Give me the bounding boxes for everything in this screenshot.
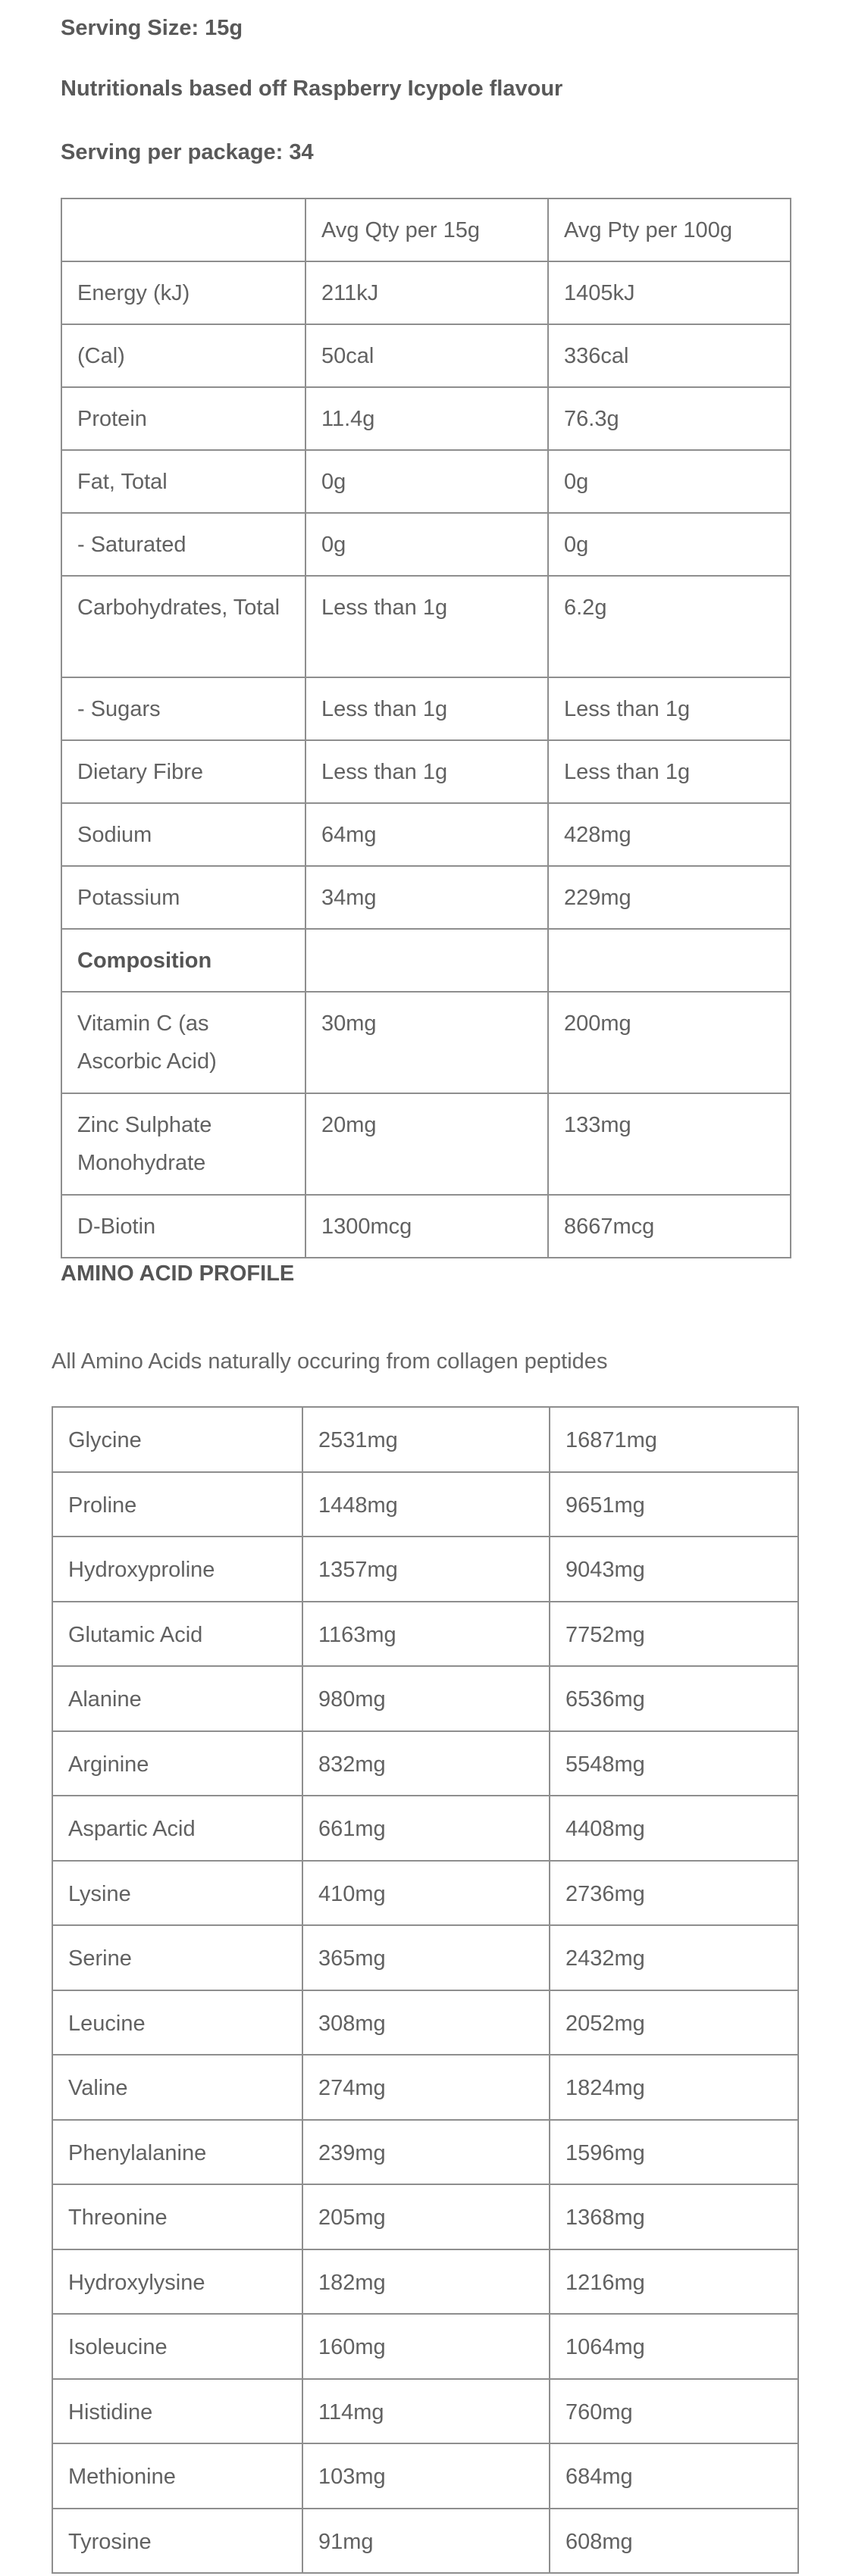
per-100g-value: 2052mg [550,1990,798,2055]
table-row [61,576,791,677]
per-serve-value: 2531mg [302,1407,550,1472]
amino-name: Isoleucine [52,2314,302,2379]
amino-name: Tyrosine [52,2509,302,2574]
per-100g-value: 6.2g [548,576,791,677]
per-serve-value: 160mg [302,2314,550,2379]
per-100g-value: 1596mg [550,2120,798,2185]
nutrient-name: Zinc Sulphate Monohydrate [61,1093,305,1195]
nutrient-name: Dietary Fibre [61,740,305,803]
amino-name: Histidine [52,2379,302,2444]
per-100g-value: 200mg [548,992,791,1093]
per-serve-value: 64mg [305,803,548,866]
per-serve-value: Less than 1g [305,677,548,740]
per-serve-value [305,929,548,992]
table-row [52,1861,798,1926]
per-serve-value: 274mg [302,2055,550,2120]
amino-name: Arginine [52,1731,302,1796]
nutrient-name: D-Biotin [61,1195,305,1258]
per-100g-value: Less than 1g [548,740,791,803]
table-row [52,2249,798,2315]
per-serve-value: 205mg [302,2184,550,2249]
header-cell-blank [61,199,305,261]
per-100g-value: 8667mcg [548,1195,791,1258]
table-row [52,1990,798,2055]
table-row [52,2184,798,2249]
per-100g-value: 4408mg [550,1796,798,1861]
per-serve-value: 11.4g [305,387,548,450]
per-serve-value: 30mg [305,992,548,1093]
composition-row [61,929,791,992]
table-row [61,387,791,450]
per-serve-value: 91mg [302,2509,550,2574]
per-100g-value: 1405kJ [548,261,791,324]
per-100g-value: 1216mg [550,2249,798,2315]
table-row [52,1731,798,1796]
per-serve-value: 211kJ [305,261,548,324]
per-serve-value: 20mg [305,1093,548,1195]
nutrient-name: Energy (kJ) [61,261,305,324]
flavour-note: Nutritionals based off Raspberry Icypole flavour [61,77,563,101]
per-100g-value: 760mg [550,2379,798,2444]
nutrient-name: Fat, Total [61,450,305,513]
amino-name: Hydroxylysine [52,2249,302,2315]
table-row [61,324,791,387]
amino-name: Serine [52,1925,302,1990]
table-row [52,2055,798,2120]
per-serve-value: 410mg [302,1861,550,1926]
per-serve-value: 1448mg [302,1472,550,1537]
per-serve-value: 34mg [305,866,548,929]
nutrient-name: Potassium [61,866,305,929]
per-100g-value: 1064mg [550,2314,798,2379]
header-cell-per-100g: Avg Pty per 100g [548,199,791,261]
per-100g-value: 0g [548,513,791,576]
per-100g-value: Less than 1g [548,677,791,740]
per-serve-value: 832mg [302,1731,550,1796]
serving-size: Serving Size: 15g [61,16,243,40]
table-row [61,261,791,324]
per-100g-value: 684mg [550,2443,798,2509]
per-serve-value: 0g [305,450,548,513]
table-row [52,1796,798,1861]
per-serve-value: 1300mcg [305,1195,548,1258]
nutrient-name: - Saturated [61,513,305,576]
per-serve-value: Less than 1g [305,740,548,803]
amino-name: Methionine [52,2443,302,2509]
per-serve-value: 239mg [302,2120,550,2185]
per-100g-value: 5548mg [550,1731,798,1796]
table-row [61,513,791,576]
amino-acid-table [52,1406,799,2574]
table-row [52,1472,798,1537]
per-serve-value: 0g [305,513,548,576]
per-100g-value: 76.3g [548,387,791,450]
per-100g-value: 6536mg [550,1666,798,1731]
nutrient-name: Carbohydrates, Total [61,576,305,677]
per-serve-value: 50cal [305,324,548,387]
per-serve-value: Less than 1g [305,576,548,677]
amino-name: Threonine [52,2184,302,2249]
table-row [52,1537,798,1602]
nutrition-table [61,198,791,1258]
per-100g-value: 0g [548,450,791,513]
nutrient-name: - Sugars [61,677,305,740]
per-100g-value: 1824mg [550,2055,798,2120]
per-100g-value: 428mg [548,803,791,866]
per-100g-value: 9651mg [550,1472,798,1537]
per-serve-value: 1357mg [302,1537,550,1602]
table-row [61,1195,791,1258]
per-100g-value: 229mg [548,866,791,929]
nutrient-name: Protein [61,387,305,450]
per-100g-value: 608mg [550,2509,798,2574]
table-row [52,1925,798,1990]
table-row [52,2314,798,2379]
amino-name: Valine [52,2055,302,2120]
amino-name: Lysine [52,1861,302,1926]
nutrient-name: Vitamin C (as Ascorbic Acid) [61,992,305,1093]
amino-name: Hydroxyproline [52,1537,302,1602]
per-100g-value: 2736mg [550,1861,798,1926]
per-100g-value: 9043mg [550,1537,798,1602]
per-100g-value: 133mg [548,1093,791,1195]
table-row [52,1407,798,1472]
per-serve-value: 308mg [302,1990,550,2055]
per-serve-value: 103mg [302,2443,550,2509]
amino-name: Phenylalanine [52,2120,302,2185]
amino-acid-description: All Amino Acids naturally occuring from collagen peptides [52,1349,608,1374]
per-100g-value [548,929,791,992]
nutrition-header-row [61,199,791,261]
table-row [61,677,791,740]
table-row [52,1602,798,1667]
table-row [61,866,791,929]
table-row [52,1666,798,1731]
per-serve-value: 182mg [302,2249,550,2315]
per-100g-value: 7752mg [550,1602,798,1667]
per-100g-value: 1368mg [550,2184,798,2249]
amino-name: Leucine [52,1990,302,2055]
per-100g-value: 2432mg [550,1925,798,1990]
amino-name: Alanine [52,1666,302,1731]
per-serve-value: 1163mg [302,1602,550,1667]
table-row [61,992,791,1093]
table-row [61,1093,791,1195]
table-row [61,740,791,803]
table-row [52,2509,798,2574]
table-row [52,2120,798,2185]
servings-per-package: Serving per package: 34 [61,140,314,164]
amino-name: Glycine [52,1407,302,1472]
header-cell-per-serve: Avg Qty per 15g [305,199,548,261]
per-serve-value: 114mg [302,2379,550,2444]
nutrient-name: Sodium [61,803,305,866]
table-row [61,450,791,513]
per-100g-value: 336cal [548,324,791,387]
amino-name: Aspartic Acid [52,1796,302,1861]
per-100g-value: 16871mg [550,1407,798,1472]
composition-label: Composition [61,929,305,992]
amino-acid-heading: AMINO ACID PROFILE [61,1261,295,1286]
table-row [52,2443,798,2509]
per-serve-value: 980mg [302,1666,550,1731]
per-serve-value: 365mg [302,1925,550,1990]
table-row [52,2379,798,2444]
table-row [61,803,791,866]
nutrient-name: (Cal) [61,324,305,387]
amino-name: Glutamic Acid [52,1602,302,1667]
amino-name: Proline [52,1472,302,1537]
per-serve-value: 661mg [302,1796,550,1861]
